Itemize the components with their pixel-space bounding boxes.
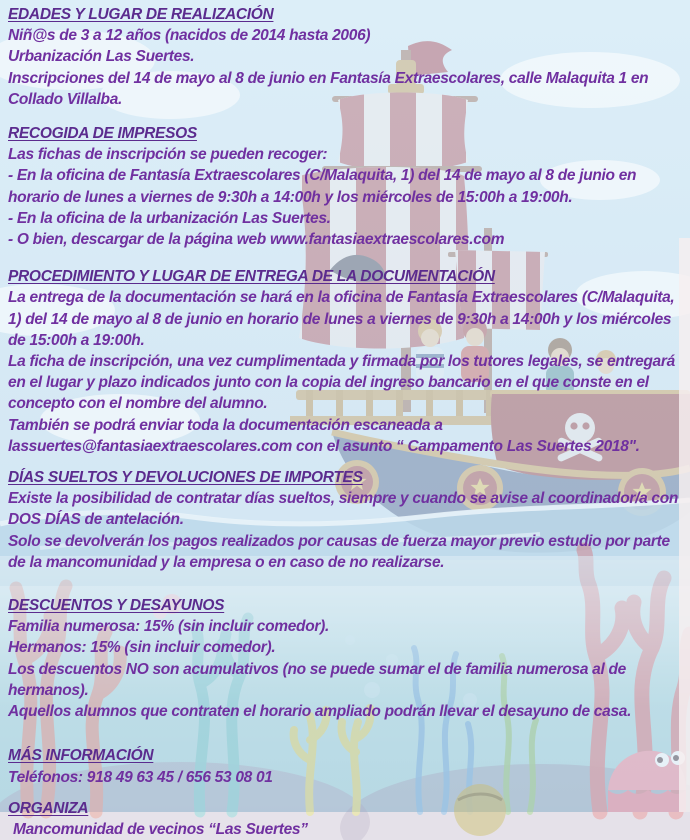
paragraph: Hermanos: 15% (sin incluir comedor). <box>8 639 276 657</box>
mas-informacion-section <box>8 745 687 787</box>
recogida-heading: RECOGIDA DE IMPRESOS <box>8 125 197 143</box>
paragraph: - En la oficina de la urbanización Las Suertes. <box>8 209 331 227</box>
paragraph <box>8 229 687 250</box>
mas-informacion-heading: MÁS INFORMACIÓN <box>8 747 154 765</box>
edades-section <box>8 4 687 110</box>
paragraph: Los descuentos NO son acumulativos (no se puede sumar el de familia numerosa al de hermanos). <box>8 660 626 699</box>
paragraph: Aquellos alumnos que contraten el horario ampliado podrán llevar el desayuno de casa. <box>8 703 632 721</box>
email-subject-note: con el asunto “ Campamento Las Suertes 2018". <box>292 437 640 455</box>
phones-label: Teléfonos: <box>8 768 87 786</box>
paragraph: La ficha de inscripción, una vez cumplimentada y firmada por los tutores legales, se entregará en el lugar y plazo indicados junto con la copia del ingreso bancario en el que conste en el concepto con el nombre del alumno. <box>8 353 675 413</box>
paragraph: Mancomunidad de vecinos “Las Suertes” <box>13 820 308 838</box>
paragraph: Niñ@s de 3 a 12 años (nacidos de 2014 hasta 2006) <box>8 27 371 45</box>
paragraph: También se podrá enviar toda la documentación escaneada a <box>8 416 443 434</box>
procedimiento-section <box>8 266 687 457</box>
download-prefix: - O bien, descargar de la página web <box>8 231 270 249</box>
paragraph: La entrega de la documentación se hará en la oficina de Fantasía Extraescolares (C/Malaquita, 1) del 14 de mayo al 8 de junio en horario de lunes a viernes de 9:30h a 14:00h y los miércoles de 15:00h a 19:00h. <box>8 289 675 349</box>
procedimiento-heading: PROCEDIMIENTO Y LUGAR DE ENTREGA DE LA DOCUMENTACIÓN <box>8 268 495 286</box>
paragraph: Solo se devolverán los pagos realizados por causas de fuerza mayor previo estudio por parte de la mancomunidad y la empresa o en caso de no realizarse. <box>8 532 670 571</box>
organiza-section <box>8 798 687 840</box>
paragraph <box>8 767 687 788</box>
organiza-heading: ORGANIZA <box>8 799 89 817</box>
paragraph: - En la oficina de Fantasía Extraescolares (C/Malaquita, 1) del 14 de mayo al 8 de junio en horario de lunes a viernes de 9:30h a 14:00h y los miércoles de 15:00h a 19:00h. <box>8 167 637 206</box>
phone-numbers: 918 49 63 45 / 656 53 08 01 <box>86 768 273 786</box>
dias-sueltos-section <box>8 467 687 573</box>
paragraph <box>8 436 687 457</box>
email-address: lassuertes@fantasiaextraescolares.com <box>8 437 293 455</box>
paragraph: Inscripciones del 14 de mayo al 8 de junio en Fantasía Extraescolares, calle Malaquita 1 en Collado Villalba. <box>8 69 649 108</box>
descuentos-heading: DESCUENTOS Y DESAYUNOS <box>8 597 225 615</box>
website-url: www.fantasiaextraescolares.com <box>269 231 505 249</box>
dias-sueltos-heading: DÍAS SUELTOS Y DEVOLUCIONES DE IMPORTES <box>8 469 363 487</box>
edades-heading: EDADES Y LUGAR DE REALIZACIÓN <box>8 6 274 23</box>
recogida-section <box>8 123 687 250</box>
paragraph: Urbanización Las Suertes. <box>8 48 195 66</box>
paragraph: Las fichas de inscripción se pueden recoger: <box>8 146 328 164</box>
descuentos-section <box>8 595 687 722</box>
paragraph: Existe la posibilidad de contratar días sueltos, siempre y cuando se avise al coordinador/a con DOS DÍAS de antelación. <box>8 490 679 529</box>
paragraph: Familia numerosa: 15% (sin incluir comedor). <box>8 618 329 636</box>
